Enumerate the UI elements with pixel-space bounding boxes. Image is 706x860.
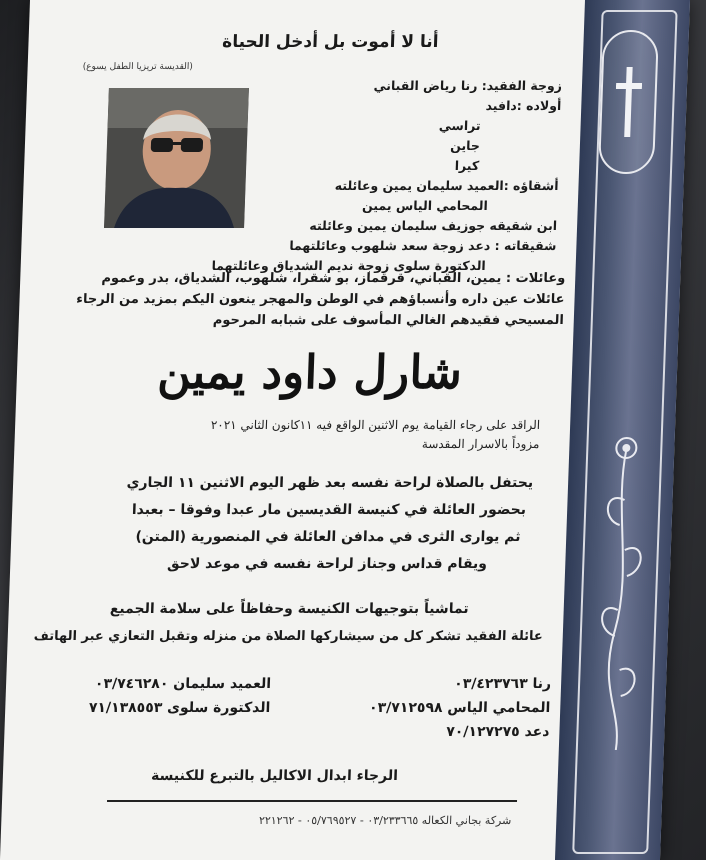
family-line: تراسي	[438, 118, 481, 133]
family-line: الدكتورة سلوى زوجة نديم الشدياق وعائلتهما	[211, 258, 486, 273]
notice-line: تماشياً بتوجيهات الكنيسة وحفاظاً على سلامة الجميع	[109, 601, 469, 617]
donation-note: الرجاء ابدال الاكاليل بالتبرع للكنيسة	[150, 768, 399, 784]
rest-line: الراقد على رجاء القيامة يوم الاثنين الواقع فيه ١١كانون الثاني ٢٠٢١	[210, 418, 541, 432]
divider	[107, 800, 517, 802]
prayer-line: ثم يوارى الثرى في مدافن العائلة في المنصورية (المتن)	[135, 529, 521, 545]
cross-icon	[614, 67, 642, 137]
families-announcement	[75, 268, 565, 331]
family-line: المحامي الياس يمين	[361, 198, 489, 213]
condolence-notice	[33, 596, 544, 650]
family-list	[211, 76, 562, 276]
families-line: وعائلات : يمين، القباني، قرقماز، بو شقرا، شلهوب، الشدياق، بدر وعموم	[101, 271, 566, 286]
families-line: عائلات عين داره وأنسباؤهم في الوطن والمهجر ينعون اليكم بمزيد من الرجاء	[76, 292, 565, 307]
funeral-company: شركة بجاني الكعاله ٠٣/٢٣٣٦٦٥ - ٠٥/٧٦٩٥٢٧ - ٢٢١٢٦٢	[258, 814, 512, 827]
family-line: ابن شقيقه جوزيف سليمان يمين وعائلته	[309, 218, 558, 233]
family-line: أشقاؤه :العميد سليمان يمين وعائلته	[334, 178, 559, 193]
phone-entry: الدكتورة سلوى ٧١/١٣٨٥٥٣	[88, 700, 271, 716]
families-line: المسيحي فقيدهم الغالي المأسوف على شبابه المرحوم	[212, 313, 565, 328]
prayer-details	[123, 470, 533, 578]
header-title: أنا لا أموت بل أدخل الحياة	[221, 32, 439, 52]
prayer-line: يحتفل بالصلاة لراحة نفسه بعد ظهر اليوم الاثنين ١١ الجاري	[126, 475, 534, 491]
family-line: أولاده :دافيد	[485, 98, 562, 113]
saint-attribution: (القديسة تريزيا الطفل يسوع)	[82, 62, 194, 72]
notice-line: عائلة الفقيد تشكر كل من سيشاركها الصلاة من منزله وتقبل التعازي عبر الهاتف	[33, 629, 544, 644]
family-line: جاين	[450, 138, 481, 153]
phone-entry: دعد ٧٠/١٢٧٢٧٥	[445, 724, 550, 740]
phone-entry: المحامي الياس ٠٣/٧١٢٥٩٨	[368, 700, 551, 716]
prayer-line: بحضور العائلة في كنيسة القديسين مار عبدا وفوقا – بعبدا	[131, 502, 527, 518]
family-line: شقيقاته : دعد زوجة سعد شلهوب وعائلتهما	[289, 238, 557, 253]
phone-entry: العميد سليمان ٠٣/٧٤٦٢٨٠	[94, 676, 272, 692]
flower-ornament-icon	[586, 430, 657, 750]
prayer-line: ويقام قداس وجناز لراحة نفسه في موعد لاحق	[166, 556, 488, 572]
rest-info	[210, 416, 541, 454]
deceased-name: شارل داود يمين	[156, 345, 463, 399]
rest-line: مزوداً بالاسرار المقدسة	[421, 437, 540, 451]
family-line: زوجة الفقيد: رنا رياض القباني	[373, 78, 563, 93]
cross-emblem	[598, 30, 659, 174]
phone-entry: رنا ٠٣/٤٢٣٧٦٣	[453, 676, 552, 692]
family-line: كيرا	[454, 158, 480, 173]
phones-left	[88, 672, 271, 720]
phones-right	[368, 672, 552, 744]
